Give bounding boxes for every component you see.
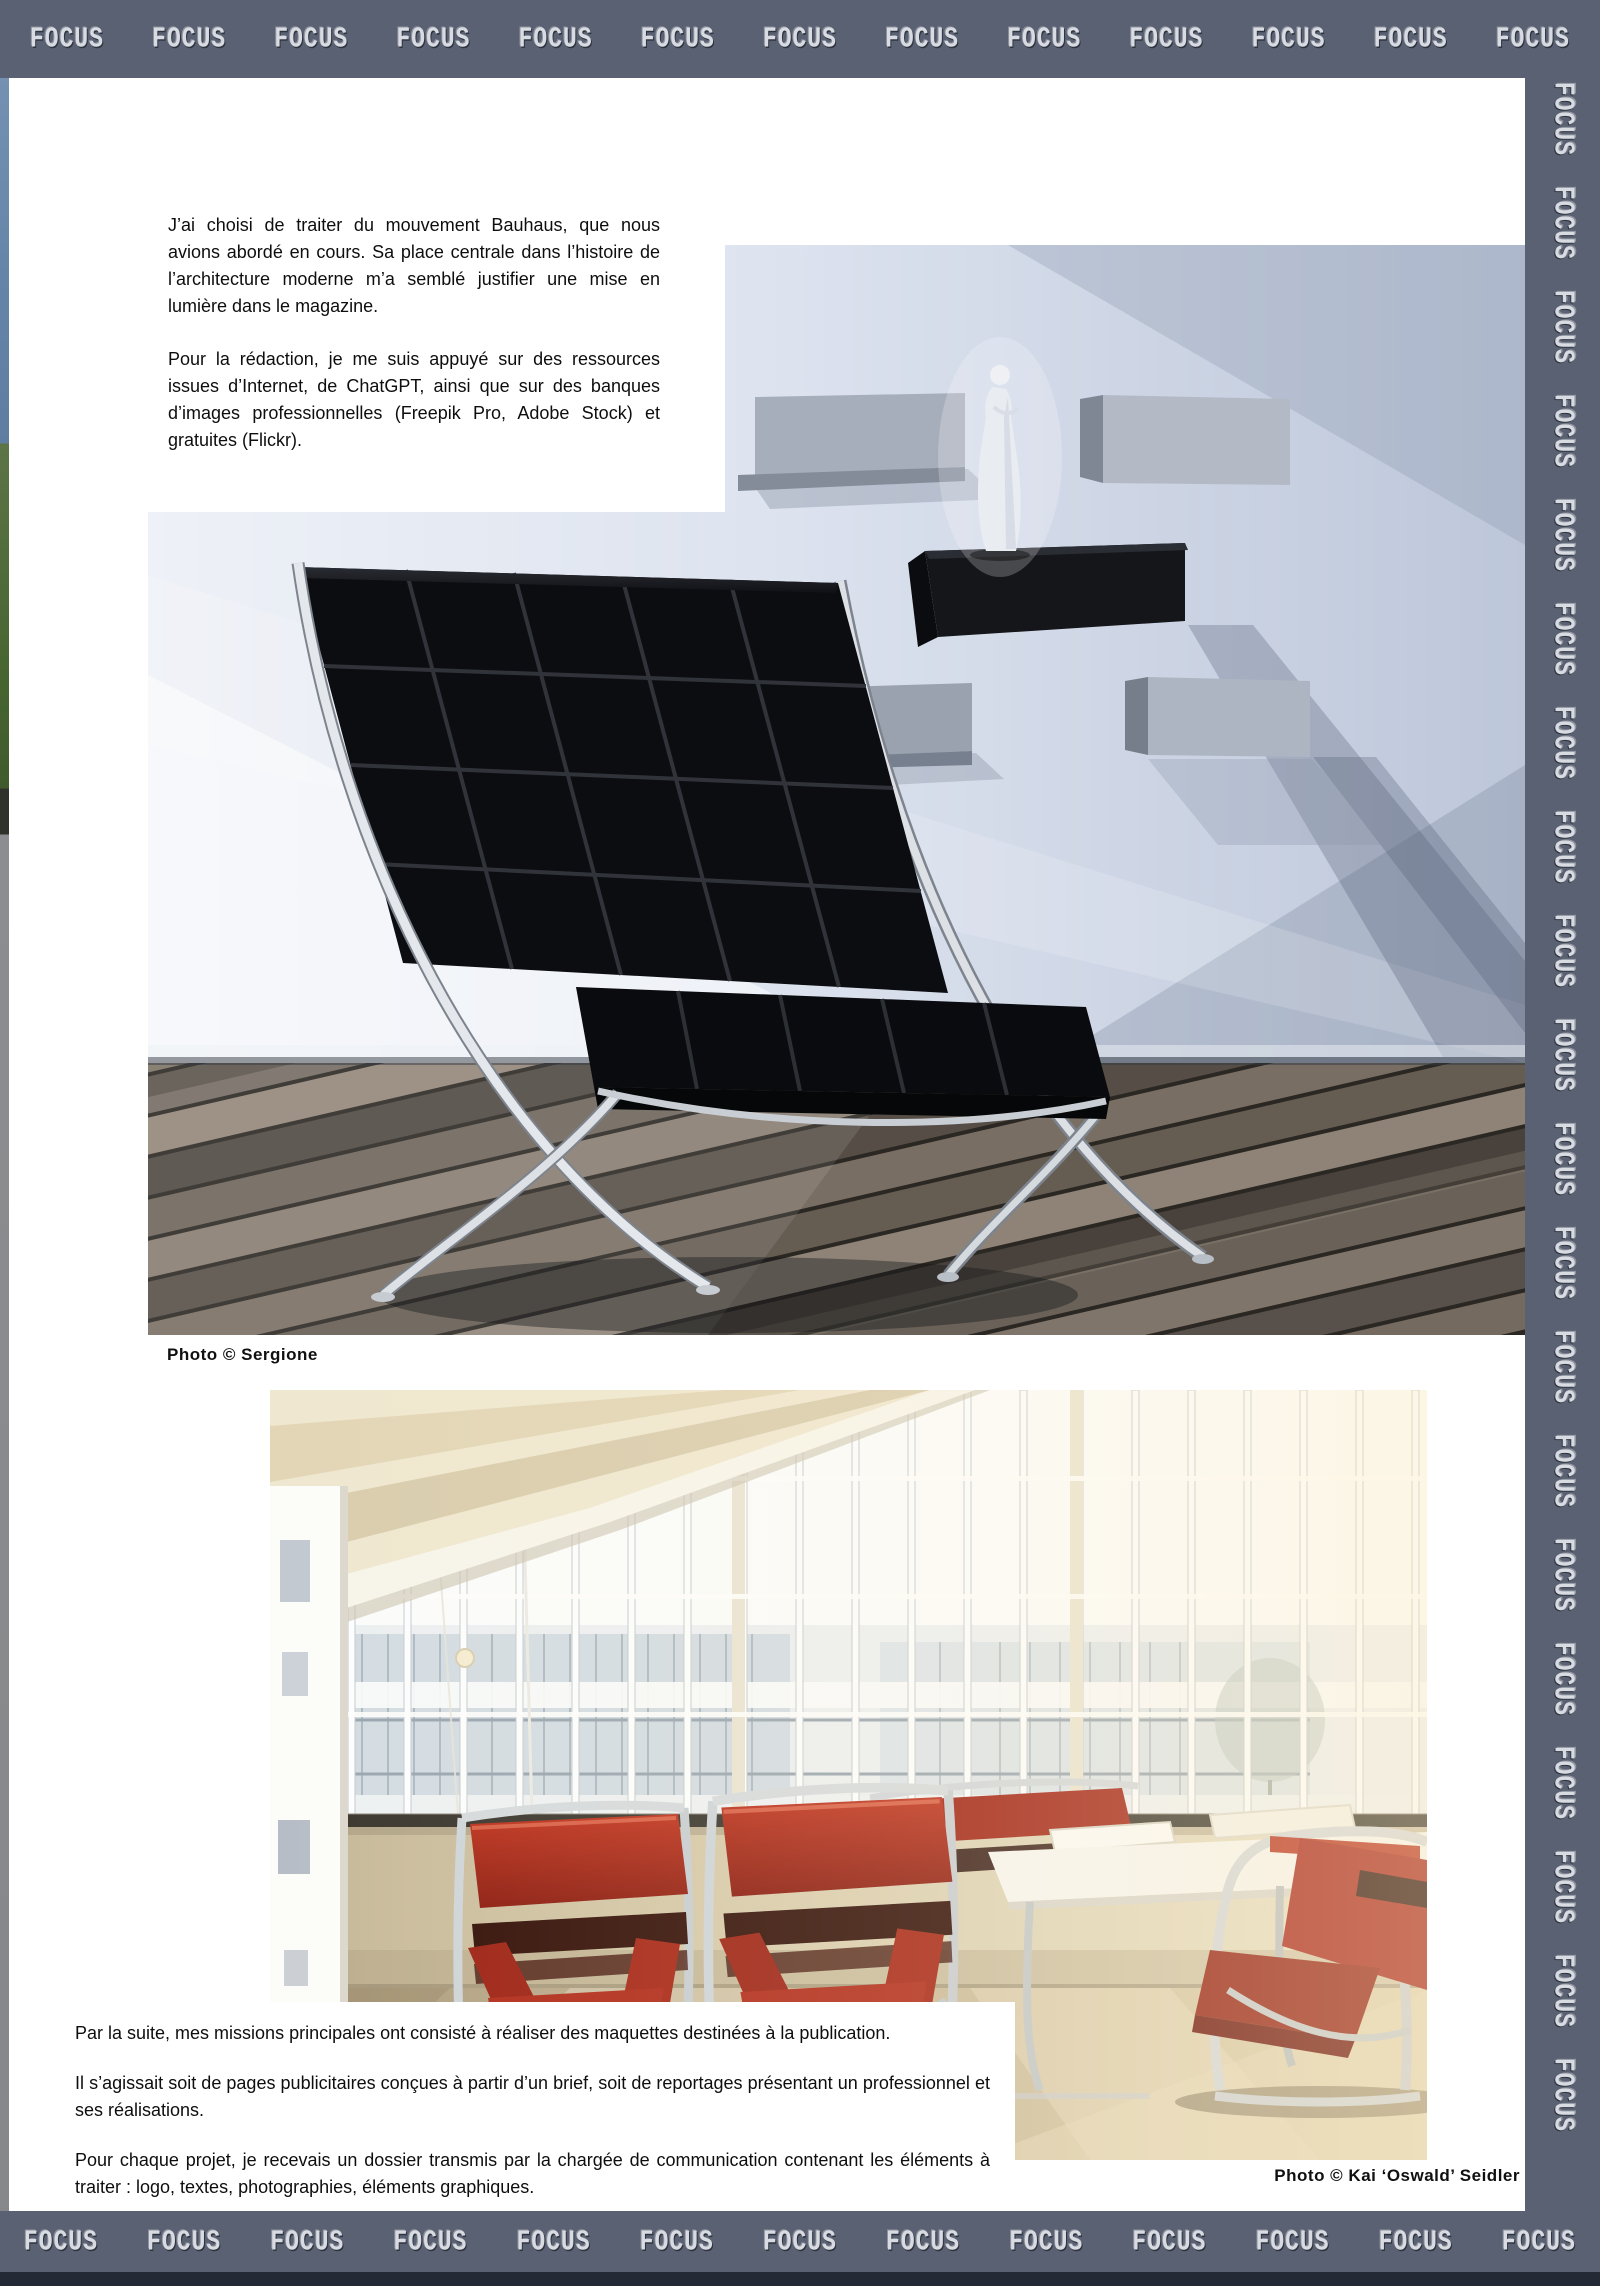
outro-paragraph-3: Pour chaque projet, je recevais un dossier transmis par la chargée de communication contenant les éléments à traiter : logo, textes, photographies, éléments graphiques. [75,2150,990,2197]
focus-logo: FOCUS [1546,1954,1579,2029]
focus-logo: FOCUS [1546,394,1579,469]
focus-logo: FOCUS [1546,914,1579,989]
focus-logo: FOCUS [393,2225,468,2258]
focus-logo: FOCUS [1546,82,1579,157]
focus-logo: FOCUS [270,2225,345,2258]
focus-logo: FOCUS [640,22,715,56]
focus-logo: FOCUS [396,22,471,56]
focus-logo: FOCUS [274,22,349,56]
focus-border-right [1525,0,1600,2286]
focus-logo: FOCUS [885,22,960,56]
focus-logo: FOCUS [1007,22,1082,56]
outro-paragraph-2: Il s’agissait soit de pages publicitaires conçues à partir d’un brief, soit de reportages présentant un professionnel et ses réalisations. [75,2073,990,2120]
focus-logo: FOCUS [1255,2225,1330,2258]
focus-logo: FOCUS [886,2225,961,2258]
focus-border-bottom [0,2211,1600,2272]
focus-logo: FOCUS [1546,706,1579,781]
bottom-dark-strip [0,2272,1600,2286]
outro-paragraph-1: Par la suite, mes missions principales ont consisté à réaliser des maquettes destinées à la publication. [75,2023,891,2043]
outro-text [75,2020,990,2224]
focus-logo: FOCUS [1546,2058,1579,2133]
focus-logo: FOCUS [1546,186,1579,261]
desktop-edge-photo-strip [0,0,9,2286]
focus-logo: FOCUS [1546,498,1579,573]
focus-logo: FOCUS [1546,602,1579,677]
focus-logo: FOCUS [762,22,837,56]
focus-logo: FOCUS [24,2225,99,2258]
focus-logo: FOCUS [762,2225,837,2258]
focus-logo: FOCUS [516,2225,591,2258]
focus-logo: FOCUS [1546,1018,1579,1093]
focus-logo: FOCUS [1009,2225,1084,2258]
focus-logo: FOCUS [1546,1330,1579,1405]
focus-logo: FOCUS [1378,2225,1453,2258]
focus-logo: FOCUS [152,22,227,56]
photo-credit-seidler: Photo © Kai ‘Oswald’ Seidler [1274,2166,1520,2185]
focus-logo: FOCUS [639,2225,714,2258]
intro-text [168,212,660,480]
statue [938,337,1062,577]
focus-logo: FOCUS [1546,1850,1579,1925]
photo-credit-sergione: Photo © Sergione [167,1345,318,1364]
focus-logo: FOCUS [147,2225,222,2258]
focus-logo: FOCUS [518,22,593,56]
focus-logo: FOCUS [1546,1746,1579,1821]
focus-logo: FOCUS [1546,1642,1579,1717]
intro-paragraph-2: Pour la rédaction, je me suis appuyé sur des ressources issues d’Internet, de ChatGPT, ainsi que sur des banques d’images professionnelles (Freepik Pro, Adobe Stock) et gratuites (Flickr). [168,349,660,450]
focus-logo: FOCUS [1546,1434,1579,1509]
focus-logo: FOCUS [1129,22,1204,56]
focus-logo: FOCUS [1546,290,1579,365]
focus-logo: FOCUS [1546,1122,1579,1197]
focus-logo: FOCUS [1546,810,1579,885]
focus-logo: FOCUS [1501,2225,1576,2258]
focus-logo: FOCUS [30,22,105,56]
focus-border-top [0,0,1600,78]
focus-logo: FOCUS [1495,22,1570,56]
focus-logo: FOCUS [1546,1226,1579,1301]
focus-logo: FOCUS [1546,1538,1579,1613]
focus-logo: FOCUS [1251,22,1326,56]
focus-logo: FOCUS [1373,22,1448,56]
focus-logo: FOCUS [1132,2225,1207,2258]
intro-paragraph-1: J’ai choisi de traiter du mouvement Bauhaus, que nous avions abordé en cours. Sa place centrale dans l’histoire de l’architecture moderne m’a semblé justifier une mise en lumière dans le magazine. [168,215,660,316]
